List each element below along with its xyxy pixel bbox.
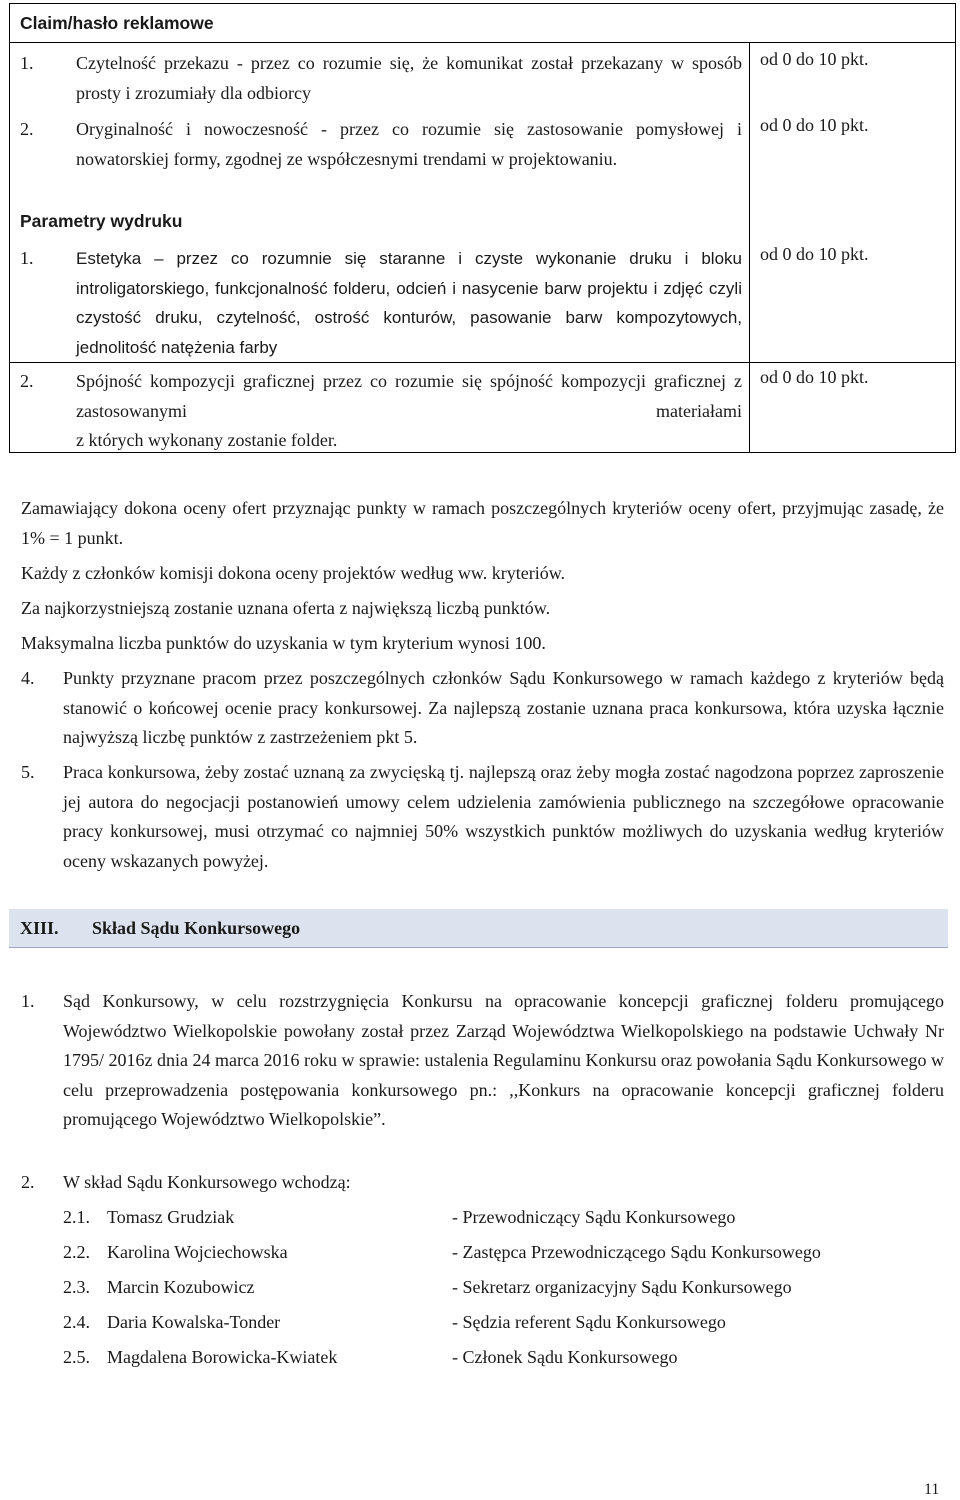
numbered-item	[21, 664, 944, 753]
item-number: 5.	[21, 762, 35, 782]
item-text: W skład Sądu Konkursowego wchodzą:	[63, 1172, 351, 1192]
member-number: 2.3.	[63, 1277, 90, 1297]
member-number: 2.1.	[63, 1207, 90, 1227]
criterion-number: 1.	[20, 53, 34, 73]
criterion-points: od 0 do 10 pkt.	[760, 244, 869, 264]
criterion-text: Oryginalność i nowoczesność - przez co rozumie się zastosowanie pomysłowej i nowatorskiej formy, zgodnej ze współczesnymi trendami w projektowaniu.	[76, 119, 742, 169]
item-number: 2.	[21, 1172, 35, 1192]
criterion-item	[20, 367, 742, 456]
member-role: - Sekretarz organizacyjny Sądu Konkursowego	[452, 1277, 792, 1297]
criterion-points: od 0 do 10 pkt.	[760, 367, 869, 387]
criterion-text-continued: z których wykonany zostanie folder.	[76, 430, 338, 450]
table-row-divider	[10, 362, 955, 363]
member-number: 2.5.	[63, 1347, 90, 1367]
member-row	[63, 1343, 943, 1371]
numbered-item	[21, 1168, 944, 1198]
criteria-table	[9, 3, 956, 453]
criterion-points: od 0 do 10 pkt.	[760, 115, 869, 135]
criterion-text: Czytelność przekazu - przez co rozumie się, że komunikat został przekazany w sposób prosty i zrozumiały dla odbiorcy	[76, 53, 742, 103]
item-text: Sąd Konkursowy, w celu rozstrzygnięcia Konkursu na opracowanie koncepcji graficznej folderu promującego Województwo Wielkopolskie powołany został przez Zarząd Województwa Wielkopolskiego na podstawie Uchwały Nr 1795/ 2016z dnia 24 marca 2016 roku w sprawie: ustalenia Regulaminu Konkursu oraz powołania Sądu Konkursowego w celu przeprowadzenia postępowania konkursowego pn.: ,,Konkurs na opracowanie koncepcji graficznej folderu promującego Województwo Wielkopolskie”.	[63, 991, 944, 1129]
paragraph-scoring-rule: Zamawiający dokona oceny ofert przyznając punkty w ramach poszczególnych kryteriów oceny ofert, przyjmując zasadę, że 1% = 1 punkt.	[21, 498, 944, 548]
item-text: Punkty przyznane pracom przez poszczególnych członków Sądu Konkursowego w ramach każdego z kryteriów będą stanowić o końcowej ocenie pracy konkursowej. Za najlepszą zostanie uznana praca konkursowa, która uzyska łącznie najwyższą liczbę punktów z zastrzeżeniem pkt 5.	[63, 668, 944, 747]
item-text: Praca konkursowa, żeby zostać uznaną za zwycięską tj. najlepszą oraz żeby mogła zostać nagodzona poprzez zaproszenie jej autora do negocjacji postanowień umowy celem udzielenia zamówienia publicznego na szczegółowe opracowanie pracy konkursowej, musi otrzymać co najmniej 50% wszystkich punktów możliwych do uzyskania według kryteriów oceny wskazanych powyżej.	[63, 762, 944, 871]
section-number: XIII.	[20, 918, 59, 938]
member-role: - Członek Sądu Konkursowego	[452, 1347, 678, 1367]
member-role: - Przewodniczący Sądu Konkursowego	[452, 1207, 736, 1227]
criterion-number: 2.	[20, 371, 34, 391]
member-name: Magdalena Borowicka-Kwiatek	[107, 1347, 338, 1367]
member-role: - Sędzia referent Sądu Konkursowego	[452, 1312, 726, 1332]
member-number: 2.4.	[63, 1312, 90, 1332]
table-column-divider	[749, 42, 750, 452]
section-heading	[9, 909, 948, 948]
section-title: Skład Sądu Konkursowego	[92, 918, 301, 938]
criterion-text: Spójność kompozycji graficznej przez co rozumie się spójność kompozycji graficznej z zastosowanymi materiałami	[76, 371, 742, 421]
member-name: Marcin Kozubowicz	[107, 1277, 255, 1297]
member-row	[63, 1238, 943, 1266]
claim-header: Claim/hasło reklamowe	[20, 13, 214, 33]
numbered-item	[21, 987, 944, 1135]
criterion-item	[20, 49, 742, 108]
member-name: Karolina Wojciechowska	[107, 1242, 288, 1262]
member-row	[63, 1273, 943, 1301]
item-number: 4.	[21, 668, 35, 688]
table-divider	[10, 42, 955, 43]
member-number: 2.2.	[63, 1242, 90, 1262]
criterion-item	[20, 115, 742, 174]
criterion-number: 1.	[20, 248, 34, 268]
criterion-text: Estetyka – przez co rozumnie się staranne i czyste wykonanie druku i bloku introligatorskiego, funkcjonalność folderu, odcień i nasycenie barw projektu i zdjęć czyli czystość druku, czytelność, ostrość konturów, pasowanie barw kompozytowych, jednolitość natężenia farby	[76, 249, 742, 357]
page-number: 11	[924, 1481, 940, 1498]
criterion-number: 2.	[20, 119, 34, 139]
print-parameters-header: Parametry wydruku	[20, 211, 183, 231]
member-name: Tomasz Grudziak	[107, 1207, 235, 1227]
member-name: Daria Kowalska-Tonder	[107, 1312, 281, 1332]
numbered-item	[21, 758, 944, 876]
member-role: - Zastępca Przewodniczącego Sądu Konkursowego	[452, 1242, 821, 1262]
member-row	[63, 1308, 943, 1336]
paragraph-committee: Każdy z członków komisji dokona oceny projektów według ww. kryteriów.	[21, 563, 566, 583]
paragraph-best-offer: Za najkorzystniejszą zostanie uznana oferta z największą liczbą punktów.	[21, 598, 551, 618]
item-number: 1.	[21, 991, 35, 1011]
criterion-item	[20, 244, 742, 362]
criterion-points: od 0 do 10 pkt.	[760, 49, 869, 69]
paragraph-max-points: Maksymalna liczba punktów do uzyskania w tym kryterium wynosi 100.	[21, 633, 546, 653]
member-row	[63, 1203, 943, 1231]
